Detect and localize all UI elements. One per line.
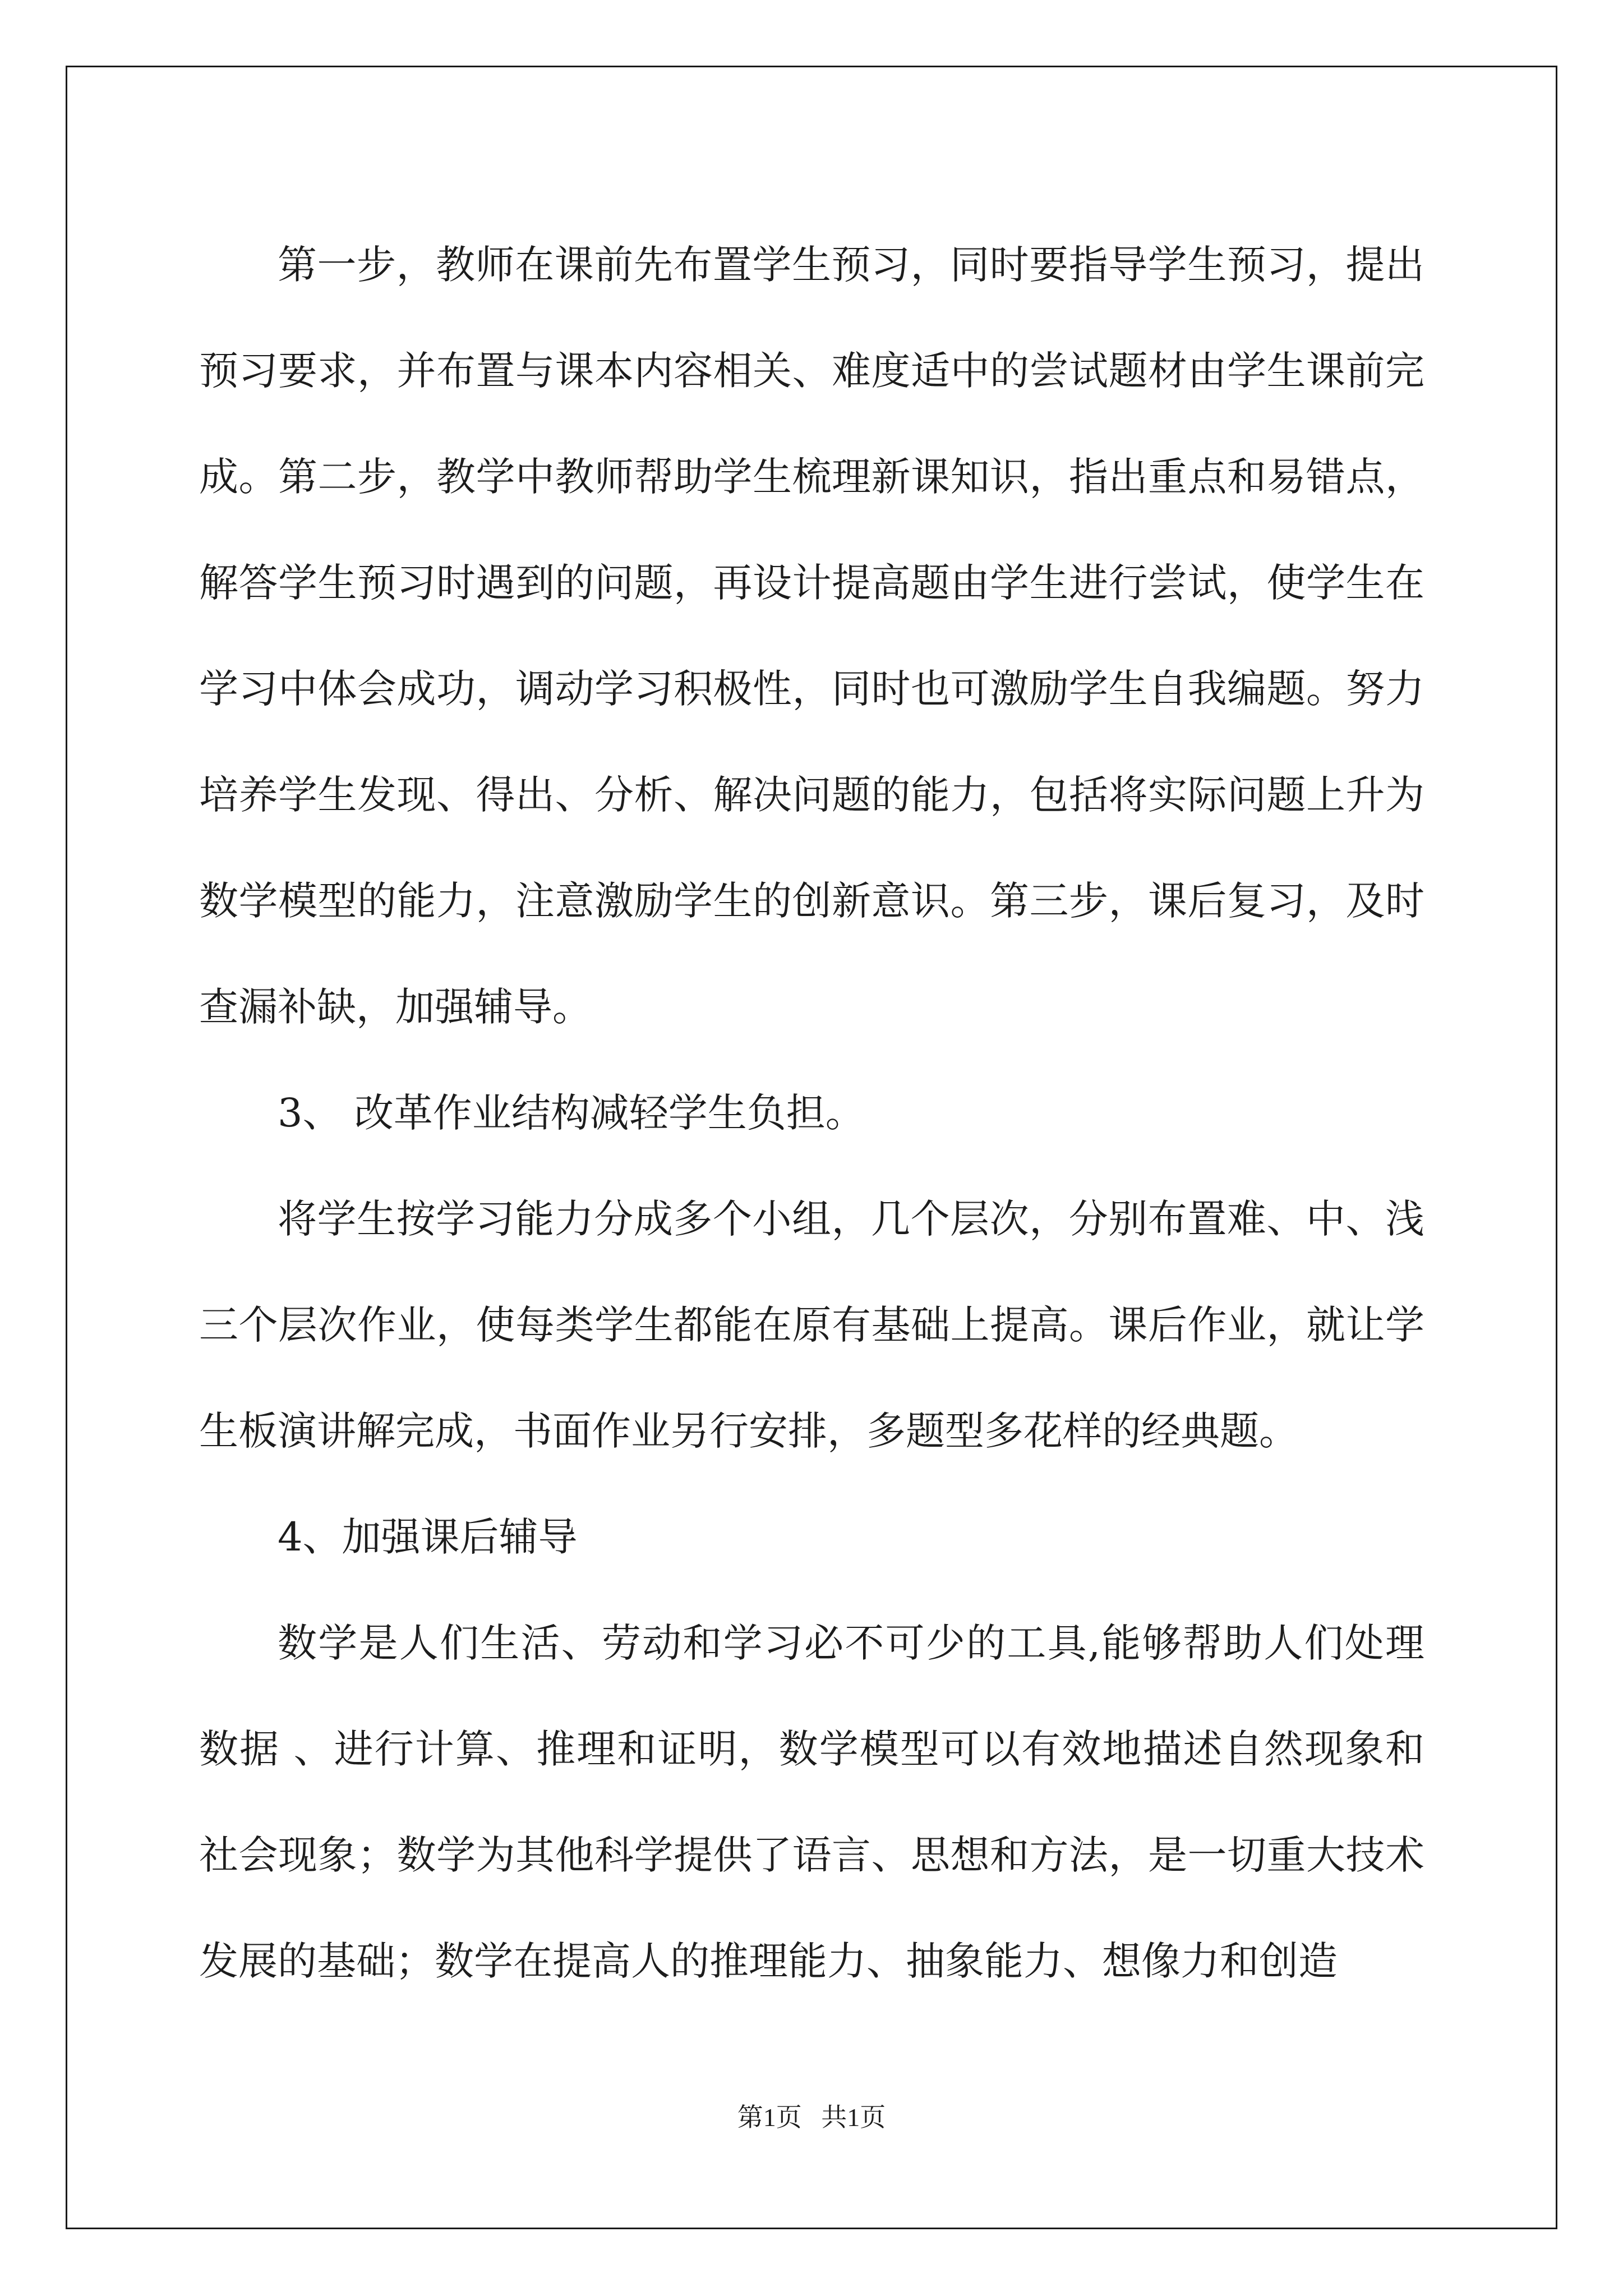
- heading-homework-reform: 3、 改革作业结构减轻学生负担。: [278, 1090, 865, 1136]
- document-body: [199, 212, 1424, 2014]
- page-number: 第1页: [737, 2103, 802, 2132]
- paragraph-steps: 第一步，教师在课前先布置学生预习，同时要指导学生预习，提出预习要求，并布置与课本内容相关、难度适中的尝试题材由学生课前完成。第二步，教学中教师帮助学生梳理新课知识，指出重点和易错点，解答学生预习时遇到的问题，再设计提高题由学生进行尝试，使学生在学习中体会成功，调动学习积极性，同时也可激励学生自我编题。努力培养学生发现、得出、分析、解决问题的能力，包括将实际问题上升为数学模型的能力，注意激励学生的创新意识。第三步，课后复习，及时查漏补缺，加强辅导。: [199, 242, 1424, 1030]
- heading-tutoring: 4、加强课后辅导: [278, 1514, 578, 1560]
- paragraph-homework: 将学生按学习能力分成多个小组，几个层次，分别布置难、中、浅三个层次作业，使每类学生都能在原有基础上提高。课后作业，就让学生板演讲解完成，书面作业另行安排，多题型多花样的经典题。: [199, 1196, 1424, 1454]
- page-footer: [0, 2101, 1623, 2134]
- page-total: 共1页: [821, 2103, 886, 2132]
- paragraph-math-importance: 数学是人们生活、劳动和学习必不可少的工具,能够帮助人们处理数据 、进行计算、推理和证明，数学模型可以有效地描述自然现象和社会现象；数学为其他科学提供了语言、思想和方法，是一切重大技术发展的基础；数学在提高人的推理能力、抽象能力、想像力和创造: [199, 1620, 1424, 1984]
